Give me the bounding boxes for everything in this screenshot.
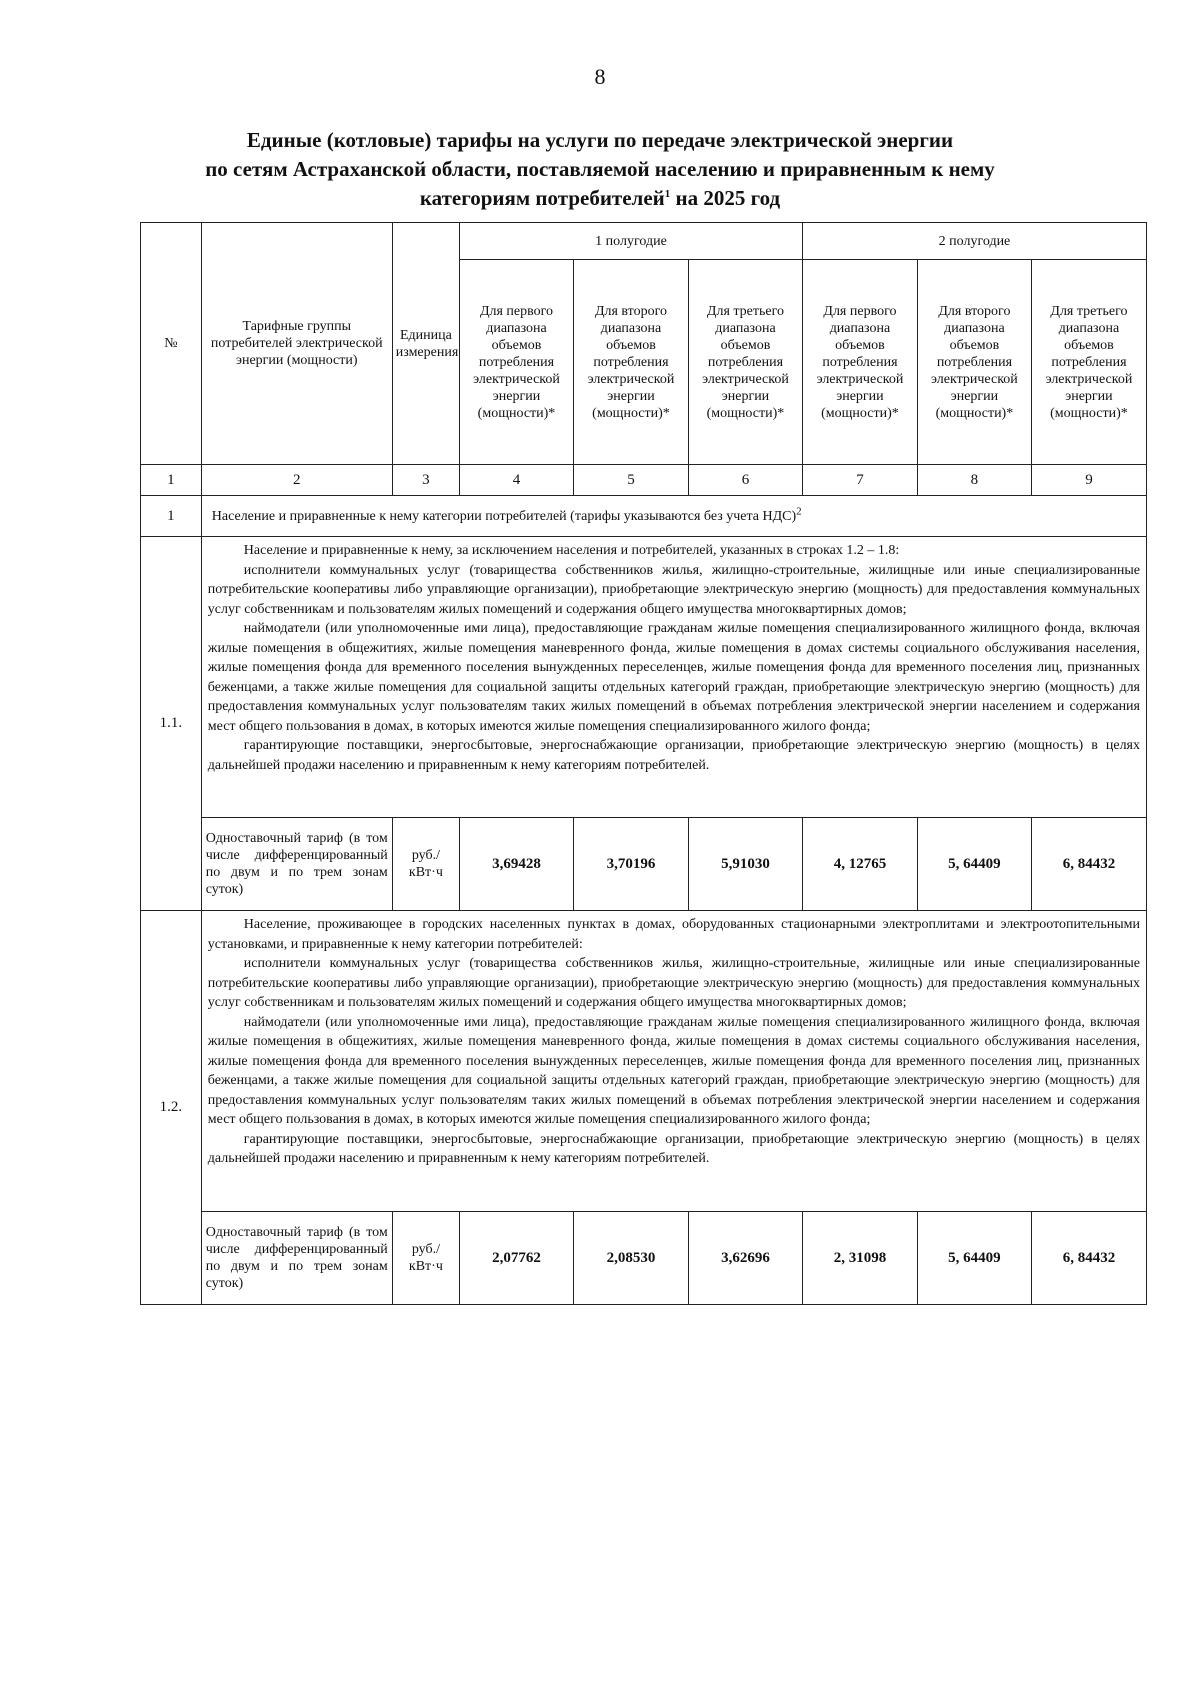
header-h2-range-3: Для третьего диапазона объемов потребления электрической энергии (мощности)* — [1031, 260, 1146, 465]
unit-cell: руб./ кВт·ч — [392, 1212, 459, 1305]
header-half-1: 1 полугодие — [460, 223, 803, 260]
tariff-value: 4, 12765 — [802, 818, 917, 911]
header-h2-range-2: Для второго диапазона объемов потребления электрической энергии (мощности)* — [917, 260, 1031, 465]
column-number: 8 — [917, 465, 1031, 496]
column-number: 1 — [141, 465, 202, 496]
footnote-marker-1: 1 — [664, 188, 671, 200]
tariff-value: 3,62696 — [688, 1212, 802, 1305]
header-h2-range-1: Для первого диапазона объемов потребления электрической энергии (мощности)* — [802, 260, 917, 465]
column-number: 9 — [1031, 465, 1146, 496]
column-number: 6 — [688, 465, 802, 496]
tariff-value: 2,07762 — [460, 1212, 574, 1305]
column-number: 2 — [201, 465, 392, 496]
header-h1-range-3: Для третьего диапазона объемов потребления электрической энергии (мощности)* — [688, 260, 802, 465]
tariff-value: 2, 31098 — [802, 1212, 917, 1305]
page-number: 8 — [594, 64, 606, 89]
description-paragraph: гарантирующие поставщики, энергосбытовые, энергоснабжающие организации, приобретающие электрическую энергию (мощность) в целях дальнейшей продажи населению и приравненным к нему категориям потребителей. — [207, 1131, 1140, 1166]
row-1-2-tariff — [141, 1212, 1147, 1305]
title-line-1: Единые (котловые) тарифы на услуги по передаче электрической энергии — [246, 128, 954, 152]
row-description — [201, 537, 1146, 818]
header-unit: Единица измерения — [392, 223, 459, 465]
column-number: 7 — [802, 465, 917, 496]
tariff-table — [140, 222, 1147, 1305]
title-line-2: по сетям Астраханской области, поставляемой населению и приравненным к нему — [205, 157, 995, 181]
row-1-1-description — [141, 537, 1147, 818]
description-paragraph: Население и приравненные к нему, за исключением населения и потребителей, указанных в строках 1.2 – 1.8: — [243, 543, 900, 558]
description-paragraph: исполнители коммунальных услуг (товарищества собственников жилья, жилищно-строительные, жилищные или иные специализированные потребительские кооперативы либо управляющие организации), приобретающие электрическую энергию (мощность) для предоставления коммунальных услуг собственникам и пользователям жилых помещений и содержания общего имущества многоквартирных домов; — [207, 956, 1140, 1010]
tariff-value: 6, 84432 — [1031, 818, 1146, 911]
tariff-value: 2,08530 — [573, 1212, 688, 1305]
tariff-label: Одноставочный тариф (в том числе дифференцированный по двум и по трем зонам суток) — [201, 818, 392, 911]
title-line-3: категориям потребителей$^1$ на 2025 год — [419, 186, 781, 210]
footnote-marker-2: 2 — [796, 504, 802, 517]
column-number-row — [141, 465, 1147, 496]
header-h1-range-2: Для второго диапазона объемов потребления электрической энергии (мощности)* — [573, 260, 688, 465]
header-no: № — [141, 223, 202, 465]
column-number: 5 — [573, 465, 688, 496]
header-row-1 — [141, 223, 1147, 260]
document-title — [150, 126, 1050, 213]
unit-cell: руб./ кВт·ч — [392, 818, 459, 911]
description-paragraph: исполнители коммунальных услуг (товарищества собственников жилья, жилищно-строительные, жилищные или иные специализированные потребительские кооперативы либо управляющие организации), приобретающие электрическую энергию (мощность) для предоставления коммунальных услуг собственникам и пользователям жилых помещений и содержания общего имущества многоквартирных домов; — [207, 562, 1140, 617]
header-tariff-groups: Тарифные группы потребителей электрической энергии (мощности) — [201, 223, 392, 465]
description-paragraph: Население, проживающее в городских населенных пунктах в домах, оборудованных стационарными электроплитами и электроотопительными установками, и приравненные к нему категории потребителей: — [207, 917, 1140, 952]
tariff-value: 5, 64409 — [917, 1212, 1031, 1305]
tariff-value: 5,91030 — [688, 818, 802, 911]
row-1-2-description — [141, 911, 1147, 1212]
tariff-value: 3,69428 — [460, 818, 574, 911]
row-1-1-tariff — [141, 818, 1147, 911]
description-paragraph: наймодатели (или уполномоченные ими лица), предоставляющие гражданам жилые помещения специализированного жилищного фонда, включая жилые помещения в общежитиях, жилые помещения маневренного фонда, жилые помещения в домах системы социального обслуживания населения, жилые помещения фонда для временного поселения вынужденных переселенцев, жилые помещения фонда для временного поселения лиц, признанных беженцами, а также жилые помещения для социальной защиты отдельных категорий граждан, приобретающие электрическую энергию (мощность) для предоставления коммунальных услуг пользователям таких жилых помещений в объемах потребления электрической энергии населением и содержания мест общего пользования в домах, в которых имеются жилые помещения специализированного жилого фонда; — [207, 1014, 1140, 1127]
section-title: Население и приравненные к нему категории потребителей (тарифы указываются без учета НДС)$^2$ — [201, 496, 1146, 537]
header-h1-range-1: Для первого диапазона объемов потребления электрической энергии (мощности)* — [460, 260, 574, 465]
column-number: 3 — [392, 465, 459, 496]
column-number: 4 — [460, 465, 574, 496]
tariff-value: 6, 84432 — [1031, 1212, 1146, 1305]
section-number: 1 — [141, 496, 202, 537]
row-number: 1.1. — [141, 537, 202, 911]
header-half-2: 2 полугодие — [802, 223, 1146, 260]
tariff-value: 3,70196 — [573, 818, 688, 911]
tariff-value: 5, 64409 — [917, 818, 1031, 911]
tariff-label: Одноставочный тариф (в том числе дифференцированный по двум и по трем зонам суток) — [201, 1212, 392, 1305]
description-paragraph: гарантирующие поставщики, энергосбытовые, энергоснабжающие организации, приобретающие электрическую энергию (мощность) в целях дальнейшей продажи населению и приравненным к нему категориям потребителей. — [207, 738, 1140, 773]
row-number: 1.2. — [141, 911, 202, 1305]
row-description — [201, 911, 1146, 1212]
description-paragraph: наймодатели (или уполномоченные ими лица), предоставляющие гражданам жилые помещения специализированного жилищного фонда, включая жилые помещения в общежитиях, жилые помещения маневренного фонда, жилые помещения в домах системы социального обслуживания населения, жилые помещения фонда для временного поселения вынужденных переселенцев, жилые помещения фонда для временного поселения лиц, признанных беженцами, а также жилые помещения для социальной защиты отдельных категорий граждан, приобретающие электрическую энергию (мощность) для предоставления коммунальных услуг пользователям таких жилых помещений в объемах потребления электрической энергии населением и содержания мест общего пользования в домах, в которых имеются жилые помещения специализированного жилого фонда; — [207, 621, 1140, 734]
section-row-1 — [141, 496, 1147, 537]
